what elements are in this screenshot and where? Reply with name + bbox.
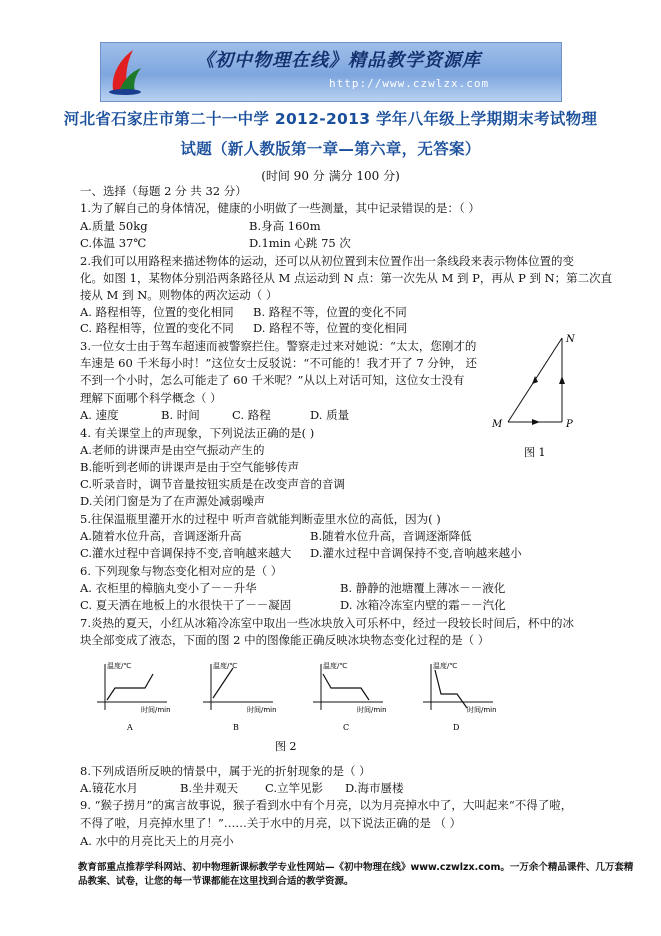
fig1-arrow-mp [532, 419, 540, 425]
svg-text:时间/min: 时间/min [357, 706, 387, 714]
logo-icon [105, 46, 145, 96]
fig1-label-n: N [566, 334, 575, 345]
q2-option-b: B. 路程不等，位置的变化不同 [253, 305, 407, 319]
svg-text:A: A [127, 723, 133, 732]
svg-text:C: C [343, 723, 350, 732]
banner-title: 《初中物理在线》精品教学资源库 [196, 50, 481, 71]
page-footer: 教育部重点推荐学科网站、初中物理新课标教学专业性网站—《初中物理在线》www.czwlzx.com。一万余个精品课件、几万套精品教案、试卷，让您的每一节课都能在这里找到合适的教学资源。 [78, 862, 634, 887]
q9-stem-2: 不得了啦，月亮掉水里了！”……关于水中的月亮，以下说法正确的是 （ ） [80, 816, 462, 830]
q3-option-d: D. 质量 [310, 408, 350, 422]
banner-url[interactable]: http://www.czwlzx.com [329, 77, 490, 90]
q2-option-a: A. 路程相等，位置的变化相同 [80, 305, 234, 319]
q2-stem-2: 化。如图 1，某物体分别沿两条路径从 M 点运动到 N 点：第一次先从 M 到 P，再从 P 到 N；第二次直 [80, 271, 613, 285]
q9-option-a: A. 水中的月亮比天上的月亮小 [80, 834, 234, 848]
q7-stem-2: 块全部变成了液态，下面的图 2 中的图像能正确反映冰块物态变化过程的是（ ） [80, 633, 490, 647]
q3-option-a: A. 速度 [80, 408, 119, 422]
q3-stem-1: 3.一位女士由于驾车超速而被警察拦住。警察走过来对她说：“太太，您刚才的 [80, 339, 477, 353]
q3-stem-2: 车速是 60 千米每小时！”这位女士反驳说：“不可能的！我才开了 7 分钟， 还 [80, 356, 477, 370]
figure-2 [85, 660, 515, 755]
q4-option-d: D.关闭门窗是为了在声源处减弱噪声 [80, 494, 265, 508]
q6-option-b: B. 静静的池塘覆上薄冰－－液化 [340, 581, 506, 595]
svg-text:时间/min: 时间/min [141, 706, 171, 714]
q1-option-d: D.1min 心跳 75 次 [249, 236, 351, 250]
q2-option-c: C. 路程相等，位置的变化不同 [80, 321, 234, 335]
q8-option-b: B.坐井观天 [180, 781, 239, 795]
q2-option-d: D. 路程不等，位置的变化相同 [253, 321, 408, 335]
fig2-graph-a [97, 661, 171, 732]
q1-option-c: C.体温 37℃ [80, 236, 147, 250]
svg-text:D: D [453, 723, 460, 732]
fig2-graph-b [203, 661, 277, 732]
q8-stem: 8.下列成语所反映的情景中，属于光的折射现象的是（ ） [80, 764, 371, 778]
q4-option-a: A.老师的讲课声是由空气振动产生的 [80, 443, 265, 457]
q1-option-a: A.质量 50kg [80, 219, 148, 233]
svg-text:温度/℃: 温度/℃ [323, 662, 348, 670]
figure-1 [480, 330, 590, 465]
svg-text:温度/℃: 温度/℃ [213, 662, 238, 670]
svg-text:B: B [233, 723, 239, 732]
q2-stem-3: 接从 M 到 N。则物体的两次运动（ ） [80, 288, 278, 302]
svg-text:温度/℃: 温度/℃ [107, 662, 132, 670]
q7-stem-1: 7.炎热的夏天，小红从冰箱冷冻室中取出一些冰块放入可乐杯中，经过一段较长时间后，杯中的冰 [80, 616, 574, 630]
q8-option-a: A.镜花水月 [80, 781, 138, 795]
q9-stem-1: 9. “猴子捞月”的寓言故事说，猴子看到水中有个月亮，以为月亮掉水中了，大叫起来“不得了啦， [80, 798, 573, 812]
fig1-arrow-pn [559, 376, 565, 384]
svg-text:温度/℃: 温度/℃ [433, 662, 458, 670]
q2-stem-1: 2.我们可以用路程来描述物体的运动，还可以从初位置到末位置作出一条线段来表示物体位置的变 [80, 254, 574, 268]
fig2-caption: 图 2 [275, 740, 297, 753]
q4-stem: 4. 有关课堂上的声现象，下列说法正确的是( ) [80, 426, 315, 440]
svg-text:时间/min: 时间/min [247, 706, 277, 714]
q1-option-b: B.身高 160m [249, 219, 321, 233]
q5-stem: 5.往保温瓶里灌开水的过程中 听声音就能判断壶里水位的高低，因为( ) [80, 512, 441, 526]
q4-option-b: B.能听到老师的讲课声是由于空气能够传声 [80, 460, 300, 474]
q6-option-a: A. 衣柜里的樟脑丸变小了－－升华 [80, 581, 257, 595]
fig1-caption: 图 1 [524, 446, 546, 459]
fig2-graph-d [423, 661, 497, 732]
q1-stem: 1.为了解自己的身体情况，健康的小明做了一些测量，其中记录错误的是：（ ） [80, 201, 480, 215]
q3-option-b: B. 时间 [161, 408, 200, 422]
q8-option-d: D.海市蜃楼 [345, 781, 404, 795]
fig1-label-m: M [492, 419, 503, 430]
q3-option-c: C. 路程 [232, 408, 271, 422]
exam-info: (时间 90 分 满分 100 分) [261, 169, 400, 183]
q6-stem: 6. 下列现象与物态变化相对应的是（ ） [80, 564, 283, 578]
q6-option-c: C. 夏天洒在地板上的水很快干了－－凝固 [80, 598, 292, 612]
header-banner [100, 42, 562, 102]
svg-text:时间/min: 时间/min [467, 706, 497, 714]
q3-stem-4: 理解下面哪个科学概念（ ） [80, 391, 222, 405]
page-title-line2: 试题（新人教版第一章—第六章，无答案） [180, 140, 481, 158]
q8-option-c: C.立竿见影 [265, 781, 324, 795]
q5-option-c: C.灌水过程中音调保持不变,音响越来越大 [80, 546, 292, 560]
section-heading: 一、选择（每题 2 分 共 32 分） [80, 184, 247, 198]
q3-stem-3: 不到一个小时，怎么可能走了 60 千米呢？”从以上对话可知，这位女士没有 [80, 373, 465, 387]
q4-option-c: C.听录音时，调节音量按钮实质是在改变声音的音调 [80, 477, 346, 491]
fig1-label-p: P [566, 419, 573, 430]
q5-option-d: D.灌水过程中音调保持不变,音响越来越小 [310, 546, 522, 560]
q5-option-b: B.随着水位升高，音调逐渐降低 [310, 529, 472, 543]
page-title-line1: 河北省石家庄市第二十一中学 2012-2013 学年八年级上学期期末考试物理 [63, 110, 598, 128]
q5-option-a: A.随着水位升高，音调逐渐升高 [80, 529, 242, 543]
fig2-graph-c [313, 661, 387, 732]
q6-option-d: D. 冰箱冷冻室内壁的霜－－汽化 [340, 598, 506, 612]
